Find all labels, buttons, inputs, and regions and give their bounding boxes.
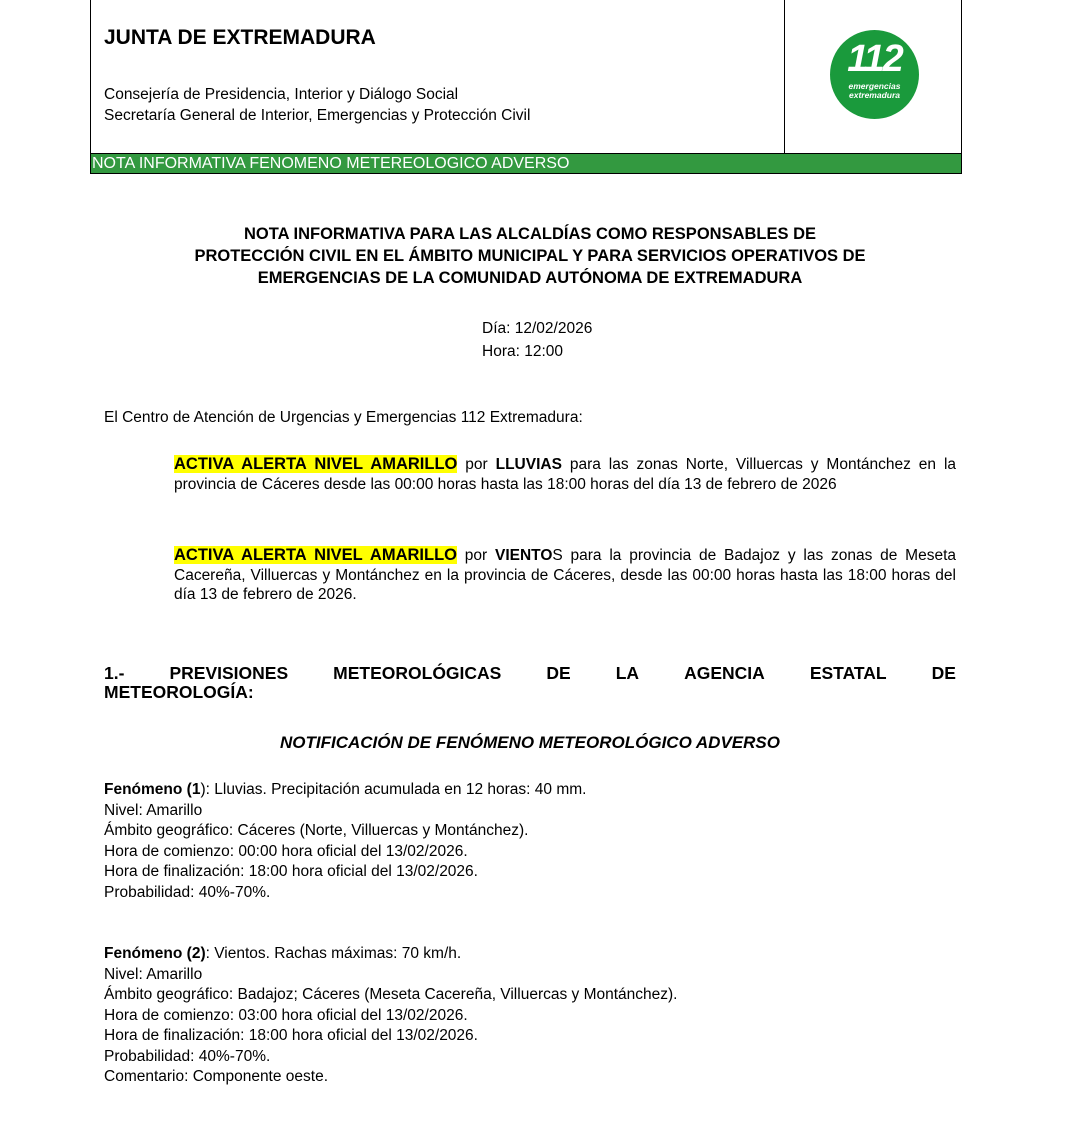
main-title-line-3: EMERGENCIAS DE LA COMUNIDAD AUTÓNOMA DE EXTREMADURA	[257, 269, 803, 287]
section-heading-line-2: METEOROLOGÍA:	[104, 682, 254, 702]
section-word: 1.-	[104, 663, 125, 683]
phenomenon-number: 1	[191, 781, 201, 798]
main-title-line-2: PROTECCIÓN CIVIL EN EL ÁMBITO MUNICIPAL Y PARA SERVICIOS OPERATIVOS DE	[194, 247, 866, 265]
phenomenon-block	[104, 780, 586, 903]
section-heading	[104, 664, 956, 702]
section-word: LA	[615, 663, 640, 683]
department-line-2: Secretaría General de Interior, Emergencias y Protección Civil	[104, 107, 531, 124]
phenomenon-block	[104, 944, 678, 1088]
emergencias-112-logo	[830, 30, 919, 119]
date-hour: Hora: 12:00	[482, 343, 563, 360]
alert-phenomenon: LLUVIAS	[495, 456, 562, 473]
phenomenon-level: Nivel: Amarillo	[104, 965, 203, 983]
phenomenon-desc: : Lluvias. Precipitación acumulada en 12 horas: 40 mm.	[205, 781, 587, 798]
department-line-1: Consejería de Presidencia, Interior y Diálogo Social	[104, 86, 459, 103]
alert-paragraph	[174, 455, 956, 494]
alert-paragraph	[174, 546, 956, 605]
section-heading-line-1	[104, 664, 956, 683]
alert-text: S para la provincia de Badajoz y las zonas de Meseta Cacereña, Villuercas y Montánchez en la provincia de Cáceres, desde las 00:00 horas hasta las 18:00 horas del día 13 de febrero de 2026.	[174, 547, 956, 603]
alert-highlight: ACTIVA ALERTA NIVEL AMARILLO	[174, 546, 457, 564]
phenomenon-desc: : Vientos. Rachas máximas: 70 km/h.	[205, 945, 462, 962]
phenomenon-label: Fenómeno (2)	[104, 945, 206, 962]
phenomenon-probability: Probabilidad: 40%-70%.	[104, 883, 271, 901]
alert-phenomenon: VIENTO	[494, 547, 553, 564]
logo-caption-line-2: extremadura	[848, 90, 901, 100]
intro-text: El Centro de Atención de Urgencias y Emergencias 112 Extremadura:	[104, 409, 583, 426]
phenomenon-level: Nivel: Amarillo	[104, 801, 203, 819]
department-lines	[104, 84, 530, 126]
phenomenon-start: Hora de comienzo: 03:00 hora oficial del 13/02/2026.	[104, 1006, 468, 1024]
main-title-line-1: NOTA INFORMATIVA PARA LAS ALCALDÍAS COMO RESPONSABLES DE	[244, 225, 816, 243]
logo-caption	[830, 82, 919, 100]
phenomenon-end: Hora de finalización: 18:00 hora oficial del 13/02/2026.	[104, 863, 478, 880]
phenomenon-header	[104, 944, 678, 965]
phenomenon-label-end: )	[200, 781, 206, 798]
section-word: DE	[931, 663, 956, 683]
document-header	[90, 0, 962, 174]
phenomenon-comment: Comentario: Componente oeste.	[104, 1068, 329, 1085]
section-word: AGENCIA	[684, 663, 765, 683]
logo-number: 112	[847, 38, 902, 80]
phenomenon-scope: Ámbito geográfico: Badajoz; Cáceres (Meseta Cacereña, Villuercas y Montánchez).	[104, 986, 678, 1003]
logo-cell	[784, 0, 961, 153]
logo-caption-line-1: emergencias	[848, 81, 901, 91]
phenomenon-start: Hora de comienzo: 00:00 hora oficial del 13/02/2026.	[104, 842, 468, 860]
phenomenon-label: Fenómeno (	[104, 781, 192, 798]
alert-highlight: ACTIVA ALERTA NIVEL AMARILLO	[174, 455, 458, 473]
phenomenon-end: Hora de finalización: 18:00 hora oficial del 13/02/2026.	[104, 1027, 478, 1044]
alert-text: para las zonas Norte, Villuercas y Montánchez en la provincia de Cáceres desde las 00:00 horas hasta las 18:00 horas del día 13 de febrero de 2026	[174, 456, 957, 493]
section-word: PREVISIONES	[169, 663, 289, 683]
phenomenon-header	[104, 780, 586, 801]
main-title	[100, 223, 960, 289]
alert-por: por	[457, 547, 495, 564]
org-title: JUNTA DE EXTREMADURA	[104, 26, 376, 49]
section-word: METEOROLÓGICAS	[333, 663, 502, 683]
date-block	[482, 317, 592, 363]
phenomenon-probability: Probabilidad: 40%-70%.	[104, 1047, 271, 1065]
section-word: ESTATAL	[809, 663, 887, 683]
header-banner: NOTA INFORMATIVA FENOMENO METEREOLOGICO ADVERSO	[91, 153, 961, 173]
header-text-block	[91, 0, 784, 153]
section-word: DE	[546, 663, 571, 683]
date-day: Día: 12/02/2026	[482, 320, 593, 337]
alert-por: por	[457, 456, 496, 473]
notification-subtitle: NOTIFICACIÓN DE FENÓMENO METEOROLÓGICO ADVERSO	[280, 733, 780, 752]
phenomenon-scope: Ámbito geográfico: Cáceres (Norte, Villuercas y Montánchez).	[104, 822, 529, 839]
